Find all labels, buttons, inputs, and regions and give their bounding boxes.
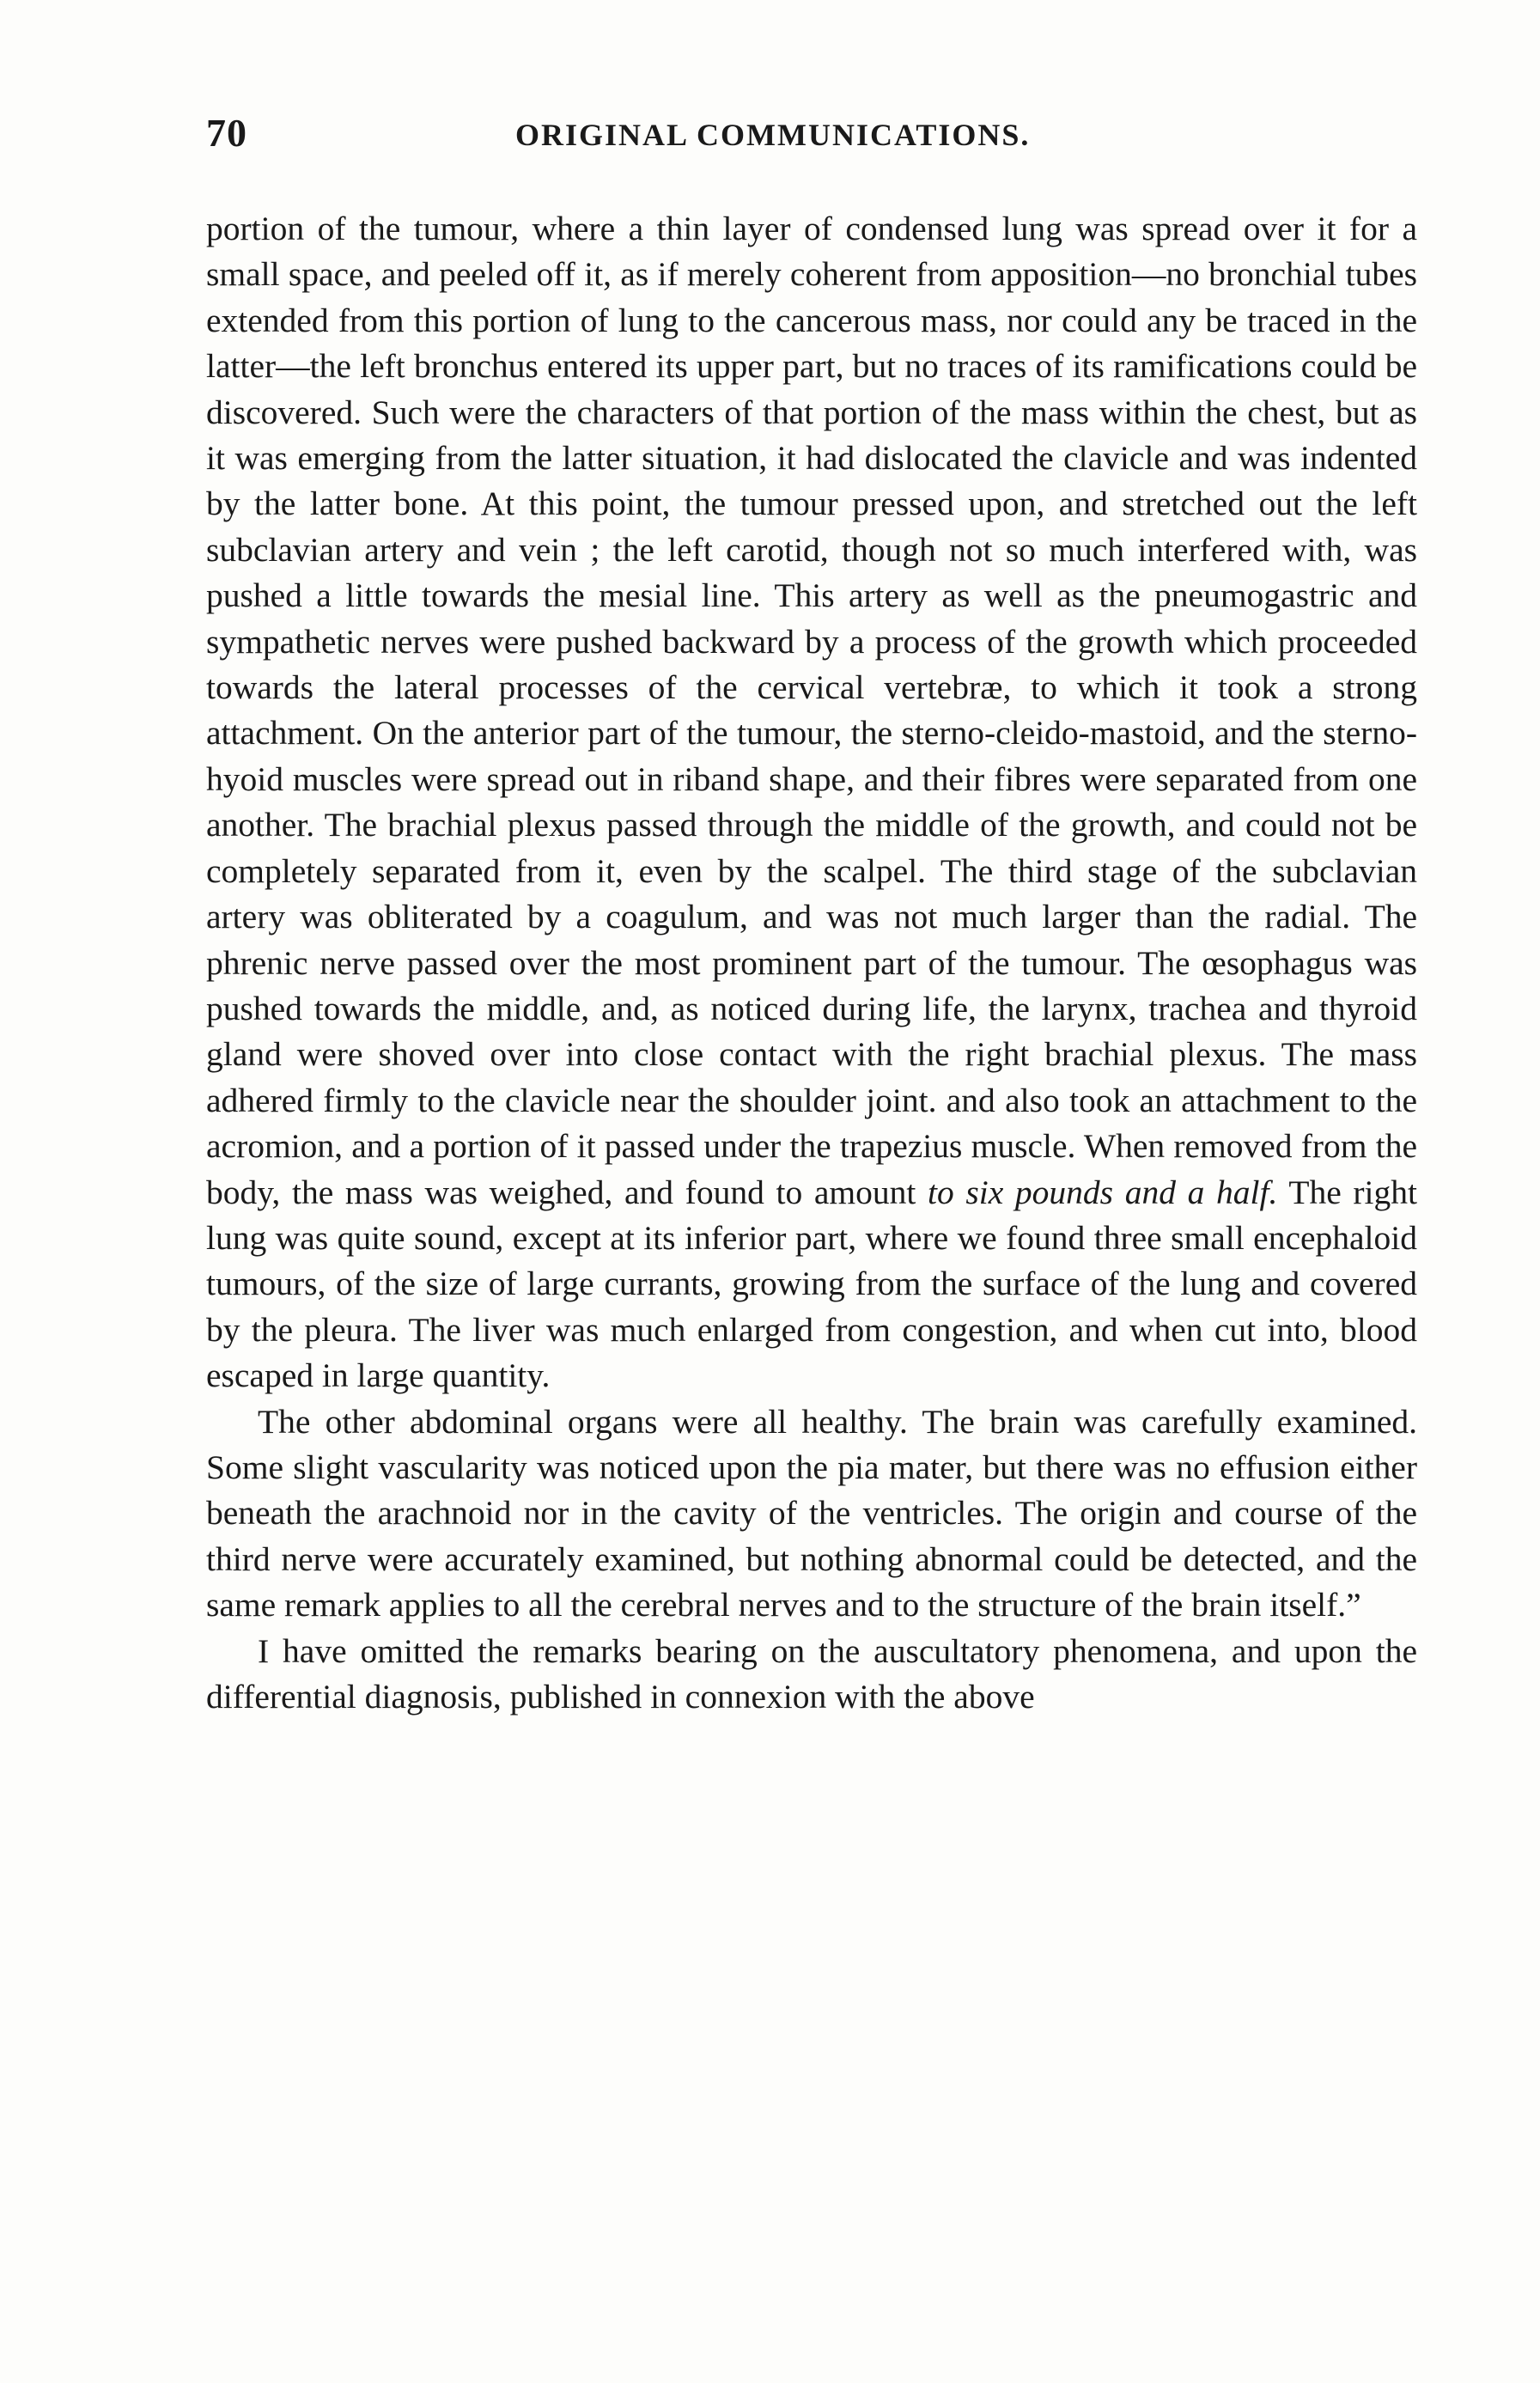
paragraph-continued — [206, 206, 1417, 1399]
paragraph-text: portion of the tumour, where a thin layer of condensed lung was spread over it for a small space, and peeled off it, as if merely coherent from apposition—no bronchial tubes extended from this portion of lung to the cancerous mass, nor could any be traced in the latter—the left bronchus entered its upper part, but no traces of its ramifications could be discovered. Such were the characters of that portion of the mass within the chest, but as it was emerging from the latter situation, it had dislocated the clavicle and was indented by the latter bone. At this point, the tumour pressed upon, and stretched out the left subclavian artery and vein ; the left carotid, though not so much interfered with, was pushed a little towards the mesial line. This artery as well as the pneumogastric and sympathetic nerves were pushed backward by a process of the growth which proceeded towards the lateral processes of the cervical vertebræ, to which it took a strong attachment. On the anterior part of the tumour, the sterno-cleido-mastoid, and the sterno-hyoid muscles were spread out in riband shape, and their fibres were separated from one another. The brachial plexus passed through the middle of the growth, and could not be completely separated from it, even by the scalpel. The third stage of the subclavian artery was obliterated by a coagulum, and was not much larger than the radial. The phrenic nerve passed over the most prominent part of the tumour. The œsophagus was pushed towards the middle, and, as noticed during life, the larynx, trachea and thyroid gland were shoved over into close contact with the right brachial plexus. The mass adhered firmly to the clavicle near the shoulder joint. and also took an attachment to the acromion, and a portion of it passed under the trapezius muscle. When removed from the body, the mass was weighed, and found to amount — [206, 210, 1417, 1211]
running-title: ORIGINAL COMMUNICATIONS. — [515, 118, 1031, 152]
body-text — [206, 206, 1417, 1720]
running-header — [206, 110, 1417, 162]
paragraph: The other abdominal organs were all healthy. The brain was carefully examined. Some slight vascularity was noticed upon the pia mater, but there was no effusion either beneath the arachnoid nor in the cavity of the ventricles. The origin and course of the third nerve were accurately examined, but nothing abnormal could be detected, and the same remark applies to all the cerebral nerves and to the structure of the brain itself.” — [206, 1402, 1417, 1624]
italic-phrase: to six pounds and a half. — [928, 1173, 1278, 1211]
paragraph-text: The right lung was quite sound, except at its inferior part, where we found three small encephaloid tumours, of the size of large currants, growing from the surface of the lung and covered by the pleura. The liver was much enlarged from congestion, and when cut into, blood escaped in large quantity. — [206, 1173, 1417, 1395]
paragraph: I have omitted the remarks bearing on the auscultatory phenomena, and upon the differential diagnosis, published in connexion with the above — [206, 1631, 1417, 1716]
page-number: 70 — [206, 111, 247, 155]
